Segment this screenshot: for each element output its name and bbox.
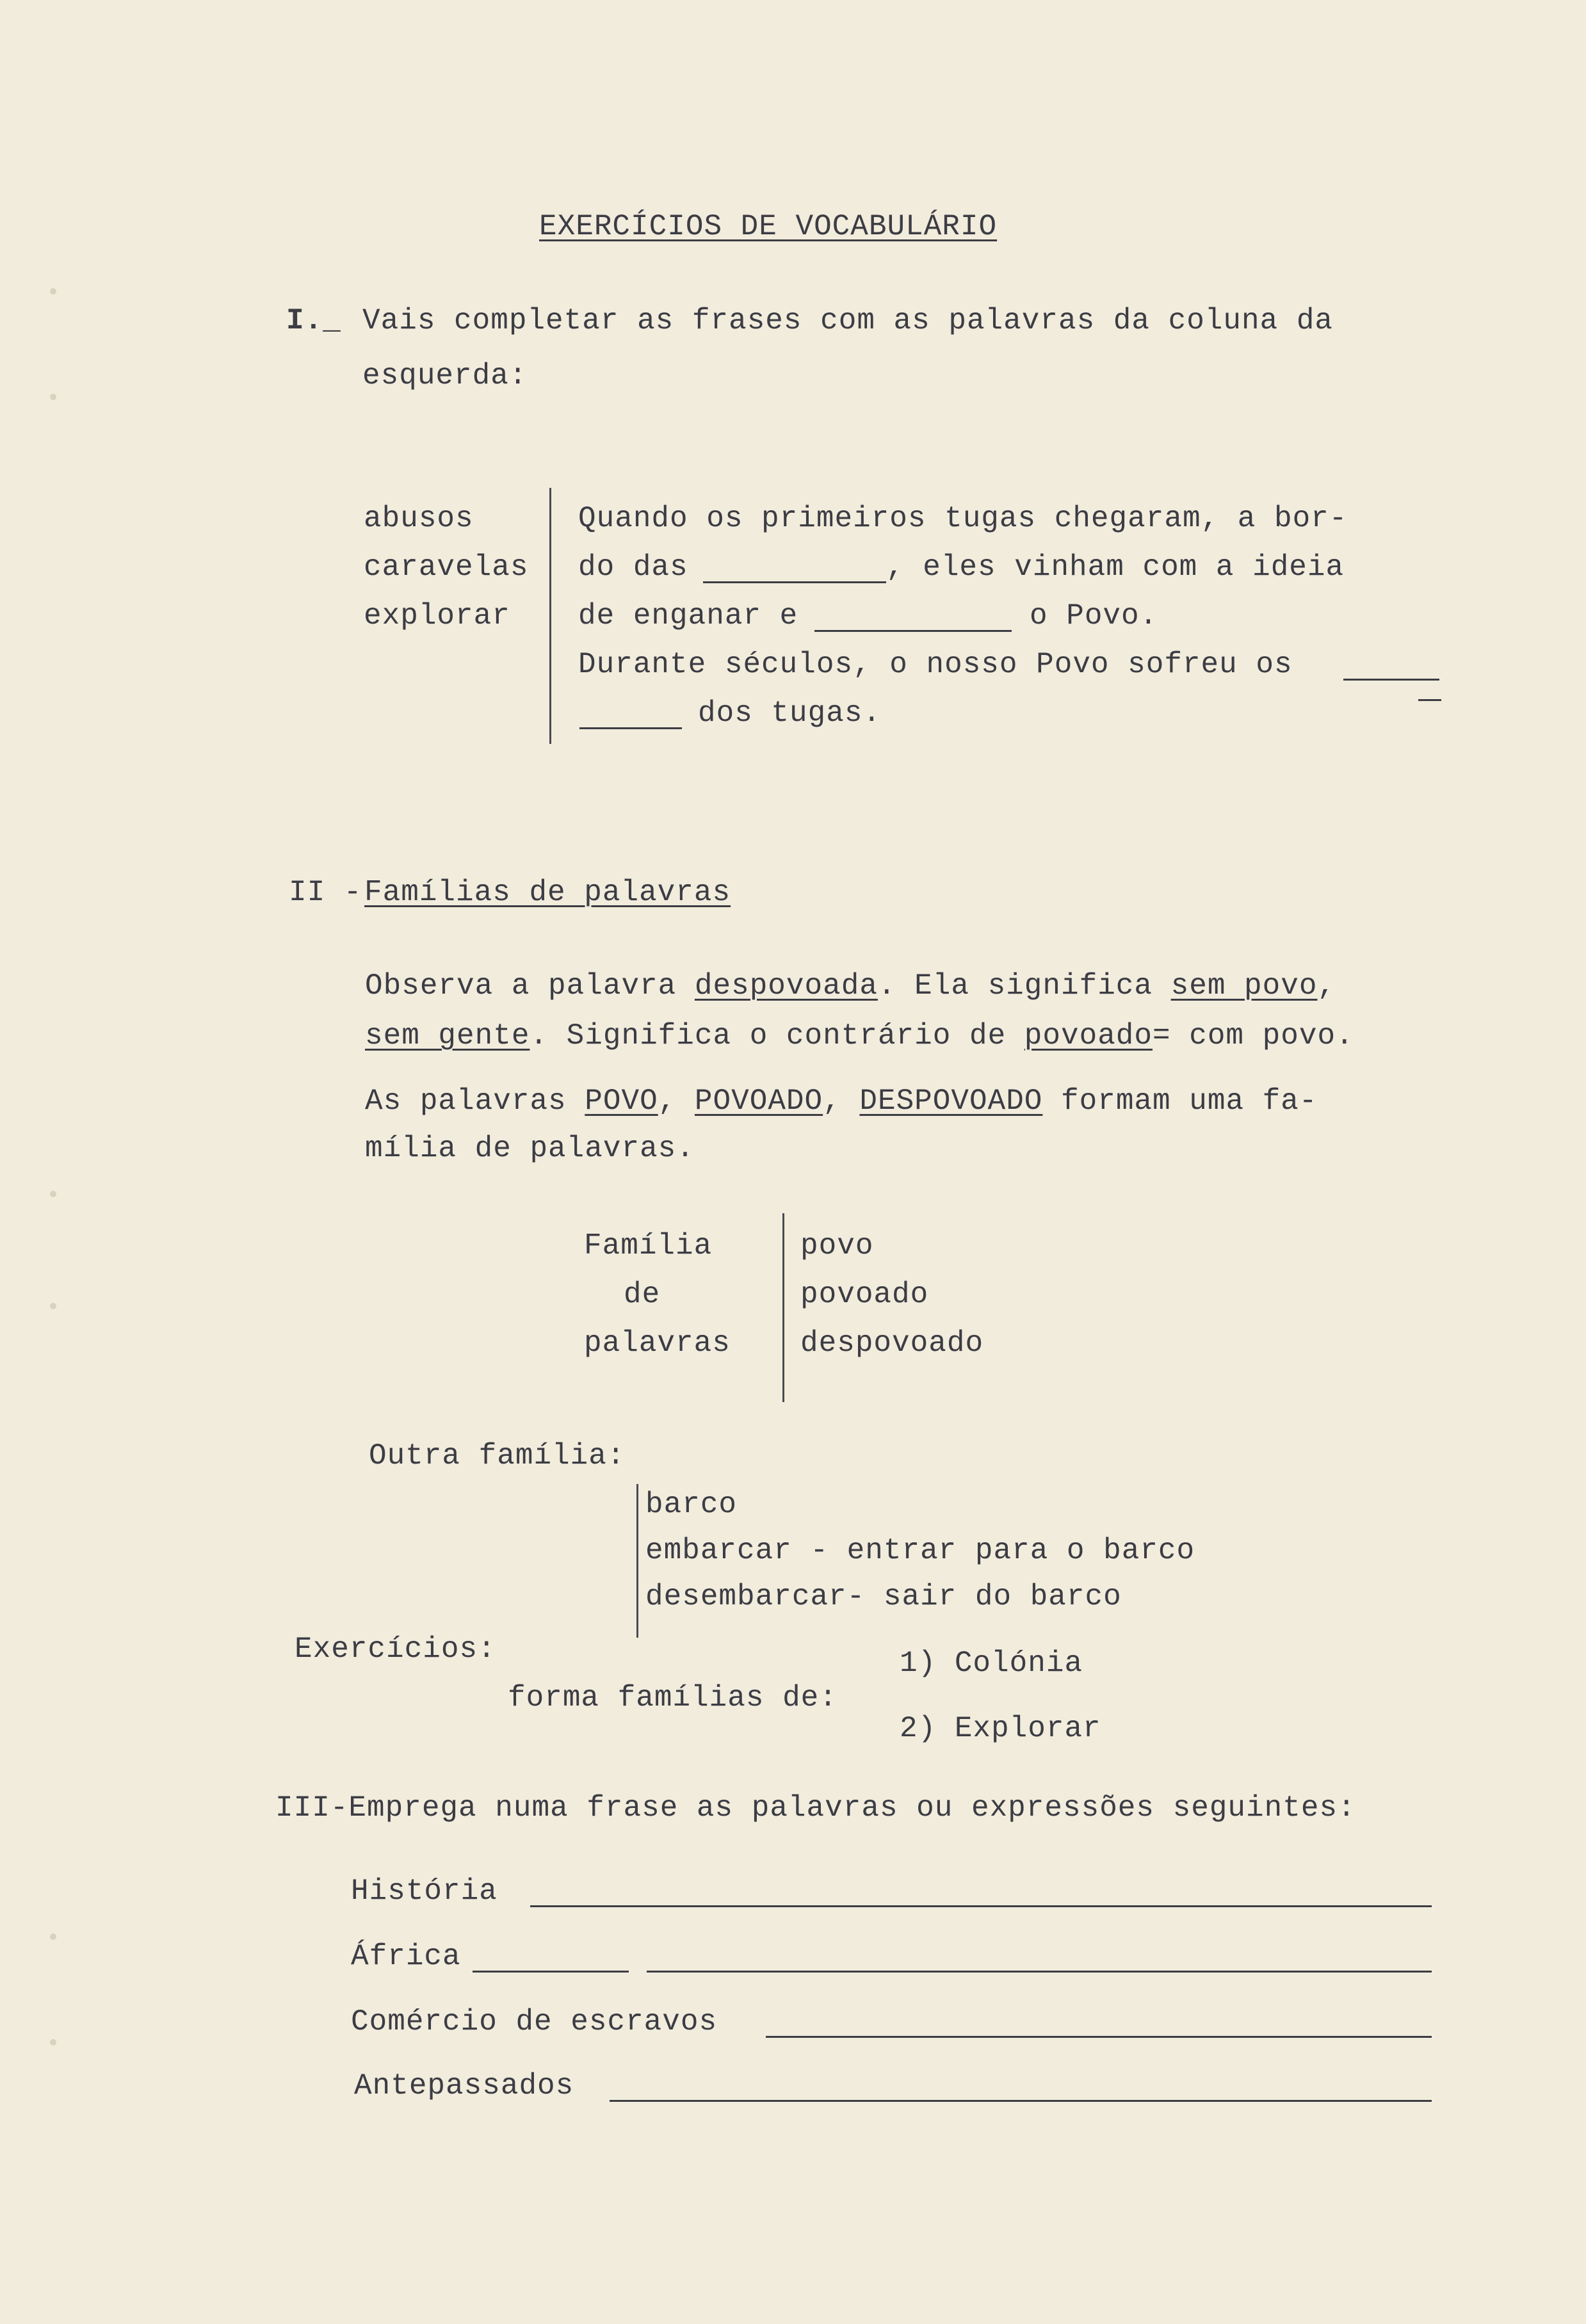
answer-line[interactable] (530, 1905, 1432, 1907)
exercise-item: 2) Explorar (900, 1712, 1101, 1745)
fill-in-blank[interactable] (814, 630, 1012, 632)
word-povoado-caps: POVOADO (694, 1085, 823, 1118)
other-family-word: desembarcar- sair do barco (645, 1580, 1122, 1613)
word-povoado: povoado (1024, 1019, 1153, 1053)
section2-number: II - (289, 876, 362, 909)
page-title: EXERCÍCIOS DE VOCABULÁRIO (539, 210, 998, 243)
family-label: palavras (584, 1327, 731, 1360)
text-com-povo: = com povo. (1153, 1019, 1354, 1053)
section2-paragraph-line3 (365, 1083, 1317, 1119)
word-bank-item: caravelas (364, 551, 529, 584)
section3-heading: III-Emprega numa frase as palavras ou expressões seguintes: (275, 1791, 1356, 1825)
section2-paragraph-line4: mília de palavras. (365, 1132, 695, 1165)
fill-in-blank[interactable] (579, 727, 682, 729)
sentence-line5: dos tugas. (698, 697, 882, 730)
section1-instruction-line1: Vais completar as frases com as palavras da coluna da (362, 304, 1334, 337)
other-family-divider (636, 1484, 638, 1638)
family-word: povo (800, 1229, 874, 1263)
word-bank-item: explorar (364, 599, 510, 633)
text-comma: , (1317, 969, 1336, 1003)
text-as-palavras: As palavras (365, 1085, 567, 1118)
word-despovoada: despovoada (694, 969, 878, 1003)
sentence-line2a: do das (578, 551, 688, 584)
word-sem-povo: sem povo (1170, 969, 1318, 1003)
family-word: despovoado (800, 1327, 984, 1360)
text-observa: Observa a palavra (365, 969, 677, 1003)
family-divider (782, 1213, 784, 1402)
other-family-word: barco (645, 1488, 738, 1521)
sentence-line4: Durante séculos, o nosso Povo sofreu os (578, 648, 1293, 681)
section2-heading: Famílias de palavras (364, 876, 731, 909)
binder-hole (50, 1933, 56, 1940)
section3-item: História (351, 1875, 498, 1908)
text-separator: , (658, 1085, 677, 1118)
sentence-line1: Quando os primeiros tugas chegaram, a bor- (578, 502, 1348, 535)
binder-hole (50, 288, 56, 295)
binder-hole (50, 2039, 56, 2046)
forma-familias-label: forma famílias de: (508, 1681, 838, 1715)
answer-line[interactable] (610, 2100, 1432, 2102)
other-family-word: embarcar - entrar para o barco (645, 1534, 1195, 1567)
section2-paragraph-line1 (365, 968, 1336, 1004)
word-sem-gente: sem gente (365, 1019, 530, 1053)
section1-number: I._ (286, 304, 341, 337)
family-label: Família (584, 1229, 713, 1263)
section3-item: Antepassados (354, 2069, 574, 2102)
text-significa: . Ela significa (877, 969, 1153, 1003)
binder-hole (50, 1303, 56, 1309)
sentence-line3a: de enganar e (578, 599, 798, 633)
text-formam: formam uma fa- (1061, 1085, 1318, 1118)
answer-line[interactable] (766, 2036, 1432, 2038)
section3-item: Comércio de escravos (351, 2005, 718, 2038)
sentence-line3b: o Povo. (1030, 599, 1158, 633)
binder-hole (50, 1191, 56, 1197)
section2-paragraph-line2 (365, 1018, 1354, 1054)
family-word: povoado (800, 1278, 929, 1311)
answer-line[interactable] (473, 1971, 629, 1973)
word-povo: POVO (585, 1085, 658, 1118)
family-label: de (624, 1278, 661, 1311)
word-despovoado-caps: DESPOVOADO (859, 1085, 1043, 1118)
fill-in-blank[interactable] (1343, 679, 1439, 681)
section1-instruction-line2: esquerda: (362, 359, 528, 392)
binder-hole (50, 394, 56, 400)
section3-item: África (351, 1940, 461, 1973)
answer-line[interactable] (647, 1971, 1432, 1973)
exercise-item: 1) Colónia (900, 1647, 1083, 1680)
sentence-line2b: , eles vinham com a ideia (886, 551, 1345, 584)
word-bank-item: abusos (364, 502, 474, 535)
text-separator: , (823, 1085, 841, 1118)
fill-in-blank[interactable] (1418, 699, 1441, 701)
word-bank-divider (549, 488, 551, 744)
exercises-label: Exercícios: (295, 1633, 496, 1666)
other-family-label: Outra família: (369, 1439, 626, 1473)
fill-in-blank[interactable] (703, 581, 886, 583)
text-contrario: . Significa o contrário de (530, 1019, 1007, 1053)
